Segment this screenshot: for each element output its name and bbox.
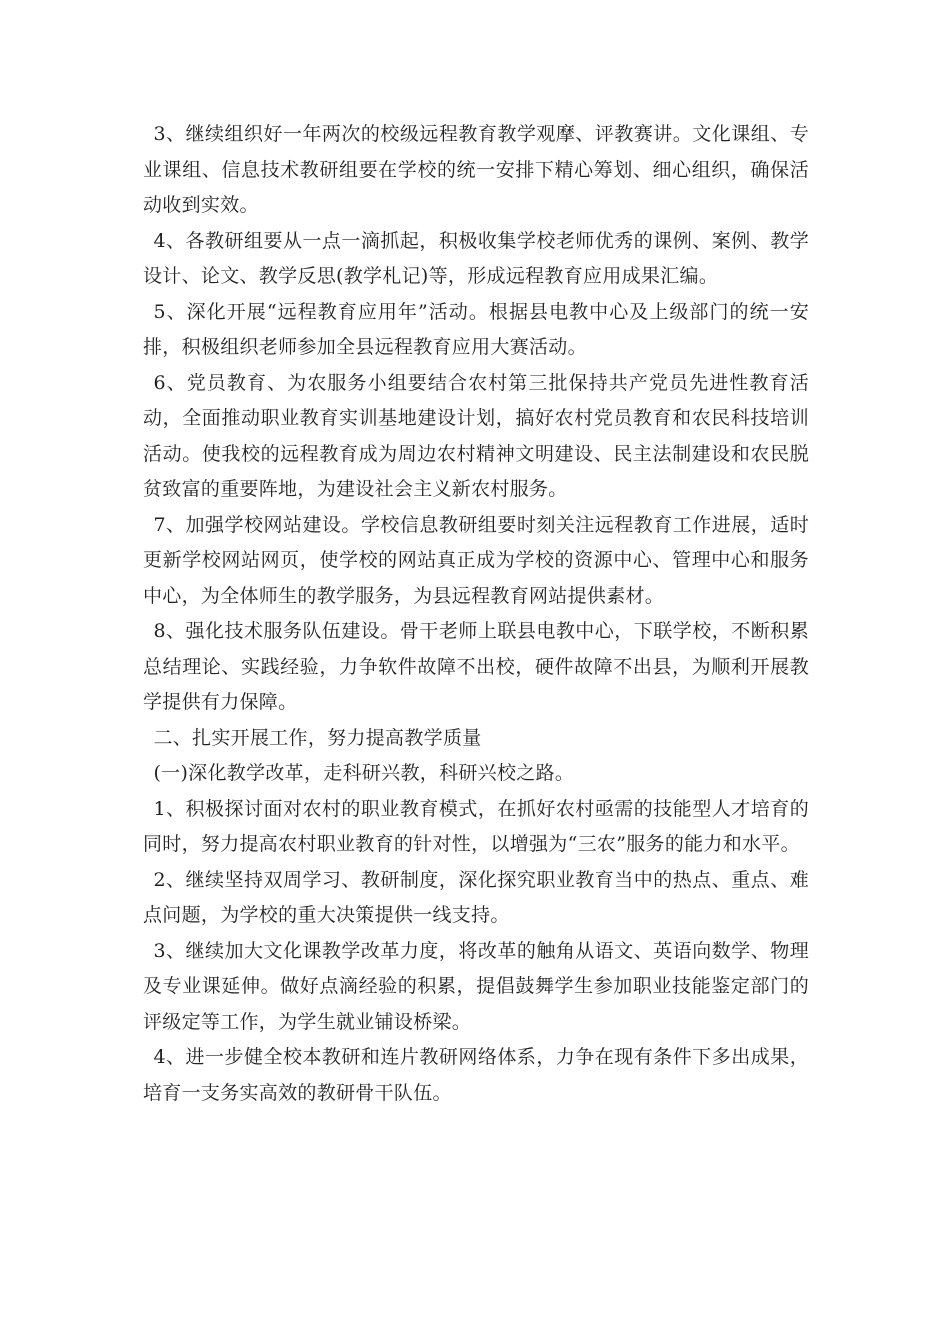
paragraph-item-3-culture-reform: 3、继续加大文化课教学改革力度，将改革的触角从语文、英语向数学、物理及专业课延伸。做好点滴经验的积累，提倡鼓舞学生参加职业技能鉴定部门的评级定等工作，为学生就业铺设桥梁。 — [143, 939, 809, 1033]
section-heading-two: 二、扎实开展工作，努力提高教学质量 — [153, 726, 482, 749]
subsection-heading-one: (一)深化教学改革，走科研兴教，科研兴校之路。 — [153, 762, 575, 784]
paragraph-item-6-party-education: 6、党员教育、为农服务小组要结合农村第三批保持共产党员先进性教育活动，全面推动职业教育实训基地建设计划，搞好农村党员教育和农民科技培训活动。使我校的远程教育成为周边农村精神文明建设、民主法制建设和农民脱贫致富的重要阵地，为建设社会主义新农村服务。 — [143, 371, 809, 500]
paragraph-item-1-vocational-model: 1、积极探讨面对农村的职业教育模式，在抓好农村亟需的技能型人才培育的同时，努力提高农村职业教育的针对性，以增强为“三农”服务的能力和水平。 — [143, 797, 809, 855]
paragraph-item-5-application-year: 5、深化开展“远程教育应用年”活动。根据县电教中心及上级部门的统一安排，积极组织老师参加全县远程教育应用大赛活动。 — [143, 300, 809, 358]
paragraph-item-2-biweekly-study: 2、继续坚持双周学习、教研制度，深化探究职业教育当中的热点、重点、难点问题，为学校的重大决策提供一线支持。 — [143, 868, 809, 926]
paragraph-item-4-research-network: 4、进一步健全校本教研和连片教研网络体系，力争在现有条件下多出成果，培育一支务实高效的教研骨干队伍。 — [143, 1046, 809, 1104]
paragraph-item-8-tech-service: 8、强化技术服务队伍建设。骨干老师上联县电教中心，下联学校，不断积累总结理论、实践经验，力争软件故障不出校，硬件故障不出县，为顺利开展教学提供有力保障。 — [143, 620, 809, 713]
document-body — [143, 117, 809, 1111]
paragraph-item-7-website: 7、加强学校网站建设。学校信息教研组要时刻关注远程教育工作进展，适时更新学校网站网页，使学校的网站真正成为学校的资源中心、管理中心和服务中心，为全体师生的教学服务，为县远程教育网站提供素材。 — [143, 513, 809, 607]
paragraph-item-4-collection: 4、各教研组要从一点一滴抓起，积极收集学校老师优秀的课例、案例、教学设计、论文、教学反思(教学札记)等，形成远程教育应用成果汇编。 — [143, 229, 809, 287]
paragraph-item-3-observation: 3、继续组织好一年两次的校级远程教育教学观摩、评教赛讲。文化课组、专业课组、信息技术教研组要在学校的统一安排下精心筹划、细心组织，确保活动收到实效。 — [143, 123, 809, 216]
